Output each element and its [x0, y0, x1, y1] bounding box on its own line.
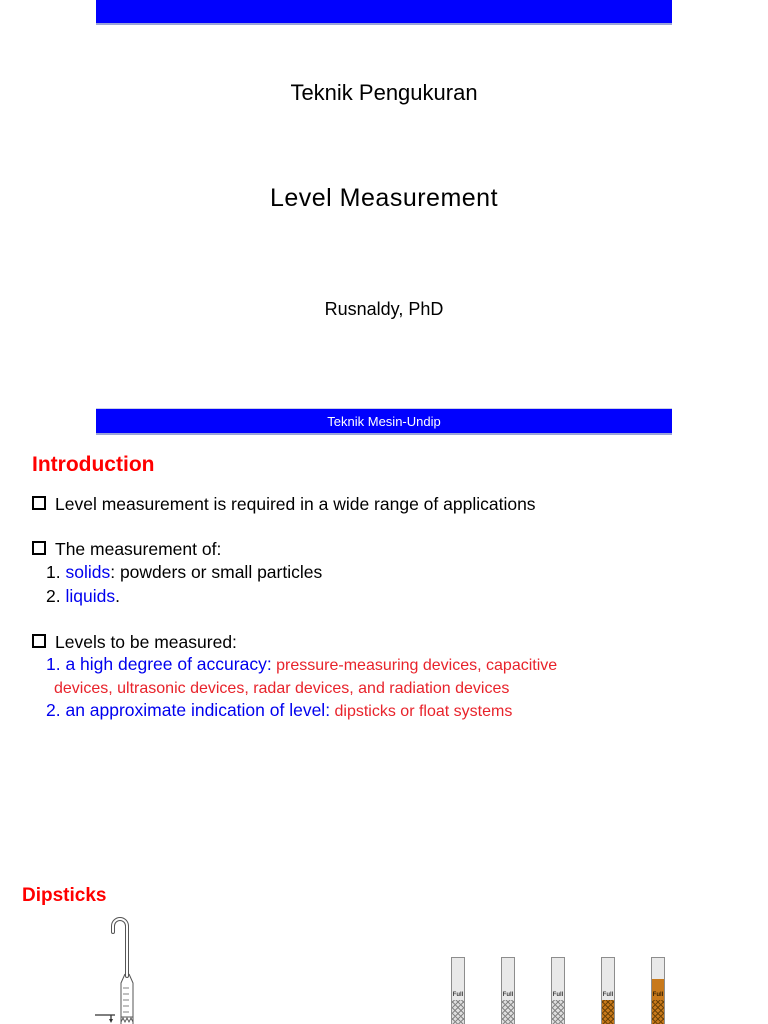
dipstick-tube-3 [551, 957, 565, 1024]
item-liquids-rest: . [115, 586, 120, 606]
square-bullet-icon [32, 541, 46, 555]
item-term-liquids: liquids [65, 586, 116, 606]
tube-dry-mesh [452, 1000, 464, 1024]
levels-approx-blue: 2. an approximate indication of level: [46, 700, 331, 720]
bullet-wide-range-text: Level measurement is required in a wide range of applications [55, 494, 536, 514]
tube-empty-section [652, 958, 664, 979]
tube-wet-mesh [652, 1000, 664, 1024]
tube-dry-mesh [552, 1000, 564, 1024]
dipstick-tube-4 [601, 957, 615, 1024]
tube-empty-section [552, 958, 564, 991]
tube-full-label: Full [502, 992, 514, 998]
tube-empty-section [502, 958, 514, 991]
dipstick-tube-5 [651, 957, 665, 1024]
course-title: Teknik Pengukuran [290, 80, 478, 105]
square-bullet-icon [32, 496, 46, 510]
measurement-item-solids [46, 562, 322, 583]
levels-item-approximate [46, 700, 512, 721]
levels-approx-red: dipsticks or float systems [330, 703, 513, 720]
item-term-solids: solids [65, 562, 111, 582]
title-slide-footer-bar [96, 408, 672, 435]
tube-empty-section [602, 958, 614, 991]
item-number: 2. [46, 586, 66, 606]
tube-liquid-section [652, 979, 664, 991]
bullet-wide-range [32, 494, 536, 515]
levels-accuracy-red-line2: devices, ultrasonic devices, radar devices, and radiation devices [54, 680, 510, 697]
levels-accuracy-blue: 1. a high degree of accuracy: [46, 654, 272, 674]
introduction-heading: Introduction [32, 453, 155, 476]
dipstick-tube-2 [501, 957, 515, 1024]
slide-title: Level Measurement [269, 184, 499, 212]
bullet-levels-measured [32, 632, 237, 653]
levels-accuracy-red: pressure-measuring devices, capacitive [271, 657, 558, 674]
tube-full-label: Full [602, 992, 614, 998]
dipsticks-heading: Dipsticks [22, 885, 107, 906]
footer-text: Teknik Mesin-Undip [327, 413, 441, 429]
tube-full-label: Full [652, 992, 664, 998]
item-solids-rest: : powders or small particles [110, 562, 323, 582]
square-bullet-icon [32, 634, 46, 648]
tube-dry-mesh [502, 1000, 514, 1024]
title-slide-top-bar [96, 0, 672, 25]
bullet-levels-measured-text: Levels to be measured: [55, 632, 237, 652]
tube-wet-mesh [602, 1000, 614, 1024]
item-number: 1. [46, 562, 66, 582]
levels-item-accuracy-line2 [54, 677, 509, 698]
bullet-measurement-of [32, 539, 221, 560]
dipstick-drawing-icon [88, 912, 148, 1024]
measurement-item-liquids [46, 586, 120, 607]
author-name: Rusnaldy, PhD [324, 299, 444, 319]
tube-empty-section [452, 958, 464, 991]
dipstick-tube-row [451, 957, 665, 1024]
levels-item-accuracy [46, 654, 557, 675]
tube-full-label: Full [452, 992, 464, 998]
bullet-measurement-of-text: The measurement of: [55, 539, 222, 559]
dipstick-tube-1 [451, 957, 465, 1024]
tube-full-label: Full [552, 992, 564, 998]
